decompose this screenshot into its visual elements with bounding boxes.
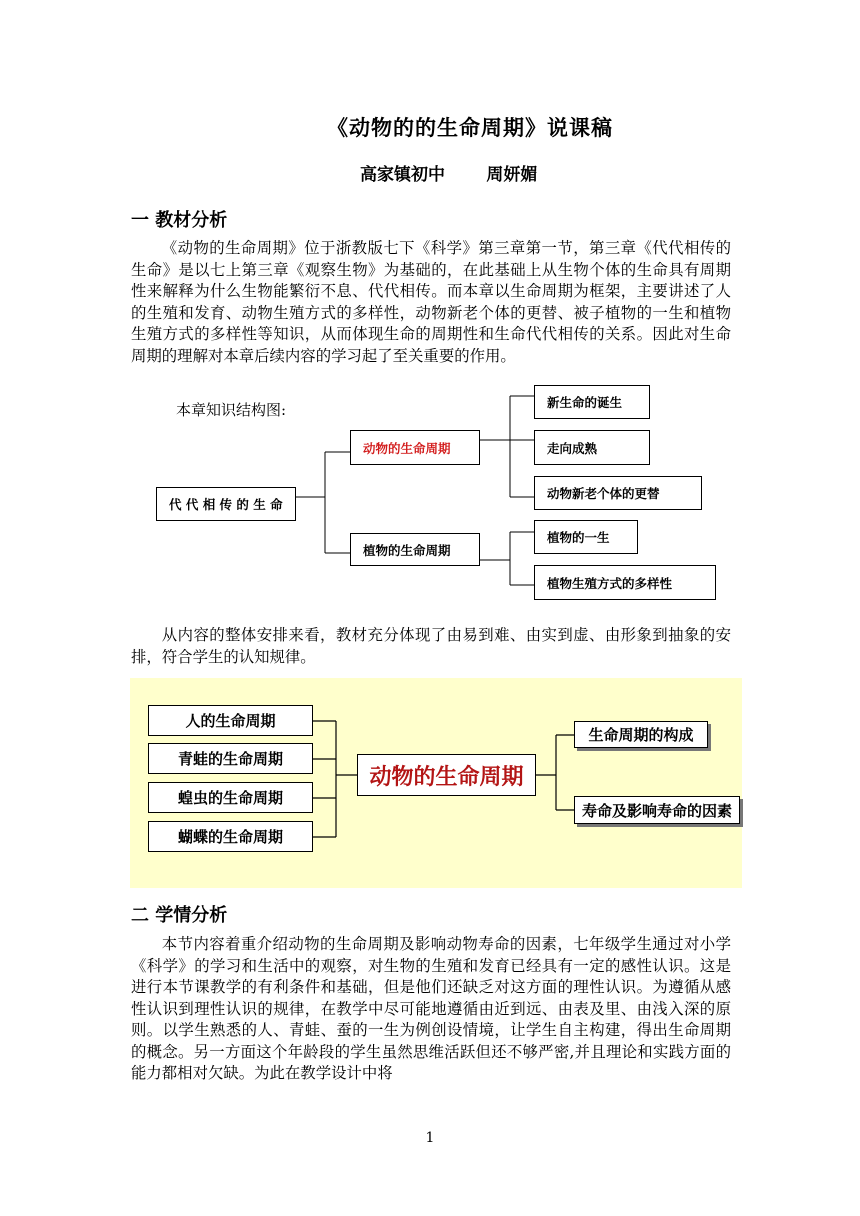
diagram1-plant-child-2: 植物生殖方式的多样性 <box>534 565 716 600</box>
structure-label: 本章知识结构图: <box>176 401 287 419</box>
diagram1-animal-box: 动物的生命周期 <box>350 430 480 465</box>
section-heading-1: 一 教材分析 <box>131 210 228 231</box>
diagram1-root-box: 代 代 相 传 的 生 命 <box>156 487 296 521</box>
diagram2-left-box-2: 青蛙的生命周期 <box>148 743 313 774</box>
diagram1-plant-child-1: 植物的一生 <box>534 520 638 554</box>
section2-paragraph-1: 本节内容着重介绍动物的生命周期及影响动物寿命的因素，七年级学生通过对小学《科学》的学习和生活中的观察，对生物的生殖和发育已经具有一定的感性认识。这是进行本节课教学的有利条件和基础，但是他们还缺乏对这方面的理性认识。为遵循从感性认识到理性认识的规律，在教学中尽可能地遵循由近到远、由表及里、由浅入深的原则。以学生熟悉的人、青蛙、蚕的一生为例创设情境，让学生自主构建，得出生命周期的概念。另一方面这个年龄段的学生虽然思维活跃但还不够严密,并且理论和实践方面的能力都相对欠缺。为此在教学设计中将 <box>131 935 731 1082</box>
diagram1-animal-child-3: 动物新老个体的更替 <box>534 476 702 510</box>
diagram2-center-box: 动物的生命周期 <box>357 754 536 796</box>
section1-paragraph-1: 《动物的生命周期》位于浙教版七下《科学》第三章第一节，第三章《代代相传的生命》是以七上第三章《观察生物》为基础的，在此基础上从生物个体的生命具有周期性来解释为什么生物能繁衍不息、代代相传。而本章以生命周期为框架，主要讲述了人的生殖和发育、动物生殖方式的多样性，动物新老个体的更替、被子植物的一生和植物生殖方式的多样性等知识，从而体现生命的周期性和生命代代相传的关系。因此对生命周期的理解对本章后续内容的学习起了至关重要的作用。 <box>131 239 731 365</box>
diagram2-right-box-1: 生命周期的构成 <box>574 721 708 748</box>
page-number: 1 <box>425 1130 435 1146</box>
document-title: 《动物的的生命周期》说课稿 <box>327 116 613 140</box>
section1-paragraph-2: 从内容的整体安排来看，教材充分体现了由易到难、由实到虚、由形象到抽象的安排，符合学生的认知规律。 <box>131 626 731 666</box>
section-heading-2: 二 学情分析 <box>131 905 228 926</box>
diagram2-right-box-2: 寿命及影响寿命的因素 <box>574 796 740 824</box>
diagram1-animal-child-2: 走向成熟 <box>534 430 650 465</box>
diagram2-left-box-3: 蝗虫的生命周期 <box>148 782 313 813</box>
author-line: 高家镇初中 周妍媚 <box>360 165 538 185</box>
diagram2-left-box-1: 人的生命周期 <box>148 705 313 736</box>
diagram1-plant-box: 植物的生命周期 <box>350 533 480 566</box>
diagram1-animal-child-1: 新生命的诞生 <box>534 385 650 419</box>
diagram2-left-box-4: 蝴蝶的生命周期 <box>148 821 313 852</box>
